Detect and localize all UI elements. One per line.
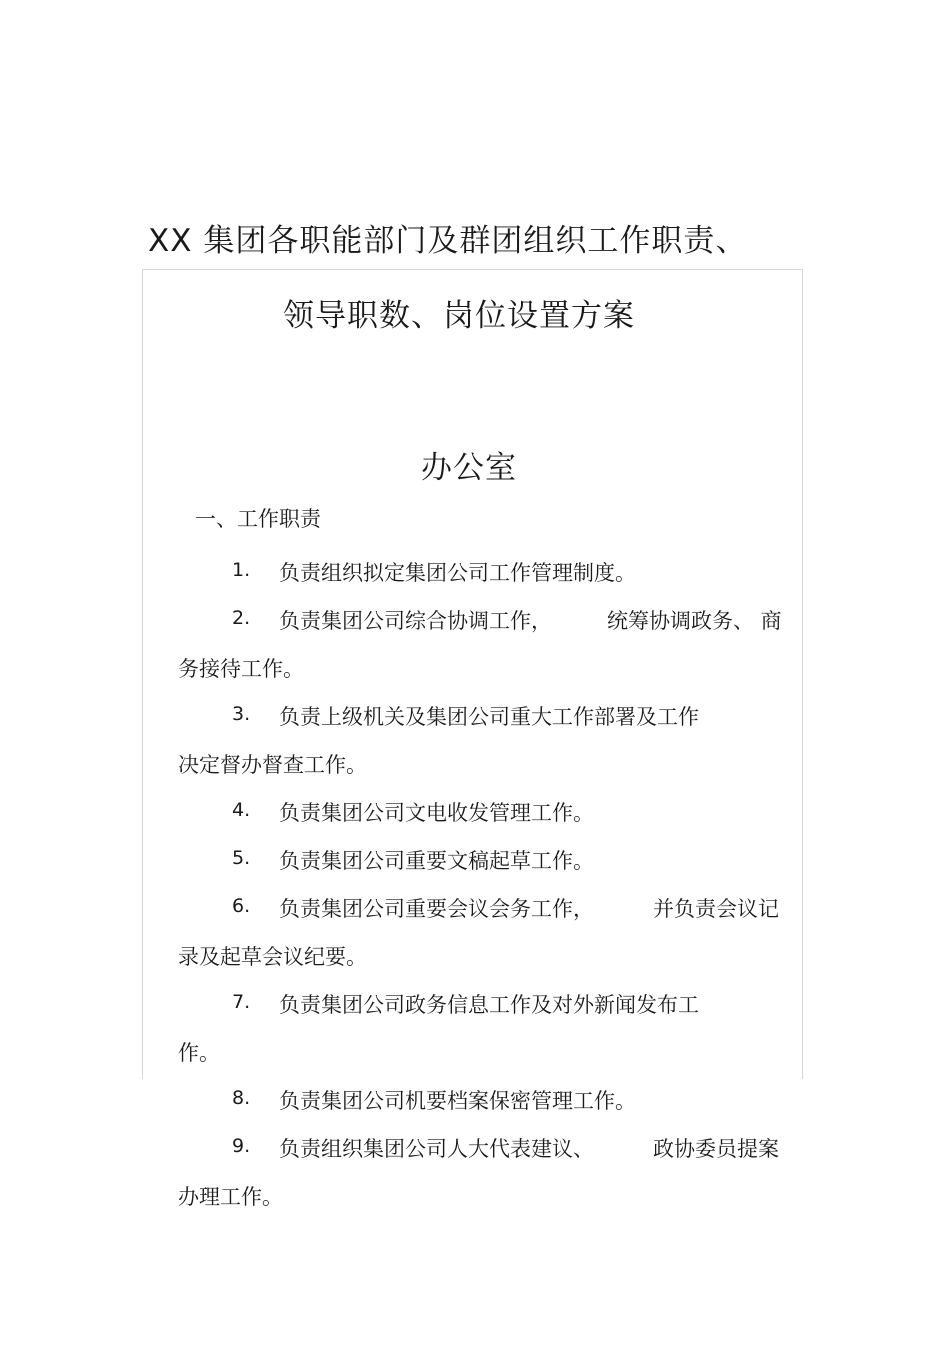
duty-number: 8. (232, 1087, 251, 1109)
duty-text-continuation: 务接待工作。 (178, 657, 304, 681)
duty-number: 6. (232, 895, 251, 917)
duty-text-continuation: 作。 (178, 1041, 220, 1065)
duty-text: 负责集团公司重要文稿起草工作。 (279, 849, 594, 873)
duty-text: 负责组织集团公司人大代表建议、 (279, 1137, 594, 1161)
department-heading: 办公室 (421, 450, 517, 486)
duty-number: 9. (232, 1135, 251, 1157)
duty-text: 负责集团公司机要档案保密管理工作。 (279, 1089, 636, 1113)
duty-number: 7. (232, 991, 251, 1013)
duty-number: 1. (232, 559, 251, 581)
duty-text-continuation: 决定督办督查工作。 (178, 753, 367, 777)
duty-text-extra: 政协委员提案 (653, 1137, 779, 1161)
duty-number: 3. (232, 703, 251, 725)
document-title-line-2: 领导职数、岗位设置方案 (283, 298, 635, 334)
duty-text: 负责集团公司文电收发管理工作。 (279, 801, 594, 825)
duty-text-continuation: 办理工作。 (178, 1185, 283, 1209)
duty-number: 4. (232, 799, 251, 821)
duty-text-extra: 并负责会议记 (653, 897, 779, 921)
duty-text-continuation: 录及起草会议纪要。 (178, 945, 367, 969)
duty-text: 负责集团公司政务信息工作及对外新闻发布工 (279, 993, 699, 1017)
section-heading: 一、工作职责 (195, 507, 321, 531)
document-title-line-1: XX 集团各职能部门及群团组织工作职责、 (148, 223, 748, 259)
duty-text-extra: 统筹协调政务、 商 (607, 609, 782, 633)
duty-text: 负责集团公司综合协调工作， (279, 609, 552, 633)
duty-number: 5. (232, 847, 251, 869)
duty-text: 负责集团公司重要会议会务工作， (279, 897, 594, 921)
duty-number: 2. (232, 607, 251, 629)
duty-text: 负责组织拟定集团公司工作管理制度。 (279, 561, 636, 585)
duty-text: 负责上级机关及集团公司重大工作部署及工作 (279, 705, 699, 729)
